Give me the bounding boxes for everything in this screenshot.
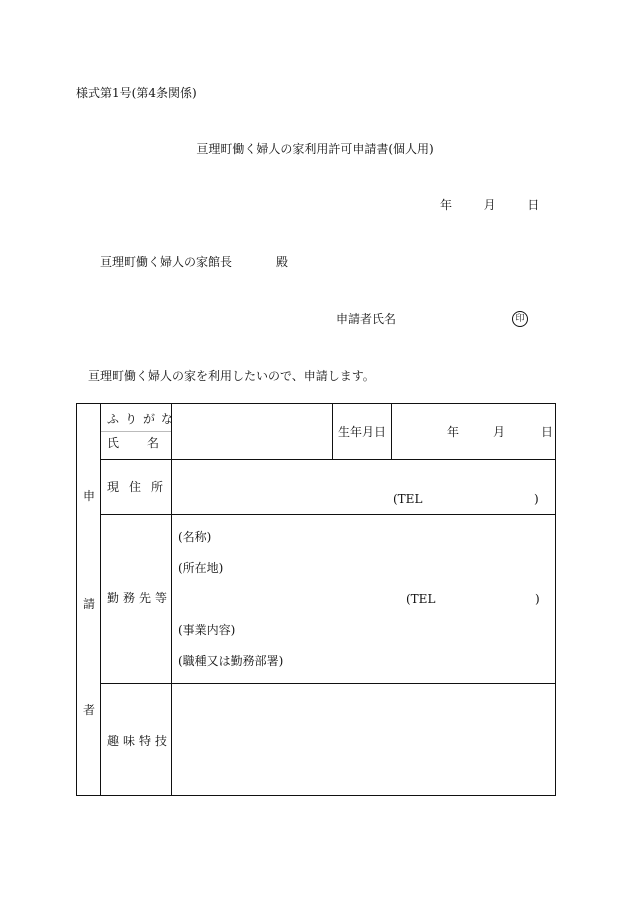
furigana-label: ふりがな (107, 412, 180, 426)
workplace-tel-label: (TEL (406, 592, 436, 606)
name-label: 氏 名 (107, 436, 168, 450)
date-year-label: 年 (440, 198, 453, 212)
addressee-honorific: 殿 (276, 255, 289, 269)
workplace-job-label: (職種又は勤務部署) (178, 654, 284, 668)
addressee-name: 亘理町働く婦人の家館長 (100, 255, 233, 269)
workplace-business-label: (事業内容) (178, 623, 236, 637)
address-tel-close: ) (534, 492, 539, 506)
hobby-label: 趣味特技 (107, 734, 172, 748)
document-title: 亘理町働く婦人の家利用許可申請書(個人用) (196, 142, 434, 156)
side-label-shin: 申 (83, 489, 96, 503)
application-form-table (76, 403, 556, 796)
seal-mark-icon: 印 (512, 311, 528, 327)
side-label-sha: 者 (83, 703, 96, 717)
side-label-sei: 請 (83, 597, 96, 611)
address-tel-label: (TEL (393, 492, 423, 506)
address-label: 現住所 (107, 480, 174, 494)
workplace-label: 勤務先等 (107, 591, 172, 605)
form-number: 様式第1号(第4条関係) (76, 86, 197, 100)
workplace-name-label: (名称) (178, 530, 212, 544)
application-date (440, 199, 539, 211)
date-month-label: 月 (483, 198, 496, 212)
workplace-location-label: (所在地) (178, 561, 224, 575)
birth-month-label: 月 (493, 425, 506, 439)
date-day-label: 日 (527, 198, 540, 212)
application-statement: 亘理町働く婦人の家を利用したいので、申請します。 (88, 369, 375, 383)
birthdate-label: 生年月日 (338, 425, 387, 439)
birth-year-label: 年 (447, 425, 460, 439)
birth-day-label: 日 (541, 425, 554, 439)
workplace-tel-close: ) (535, 592, 540, 606)
addressee (100, 256, 288, 268)
applicant-name-label: 申請者氏名 (336, 312, 397, 326)
